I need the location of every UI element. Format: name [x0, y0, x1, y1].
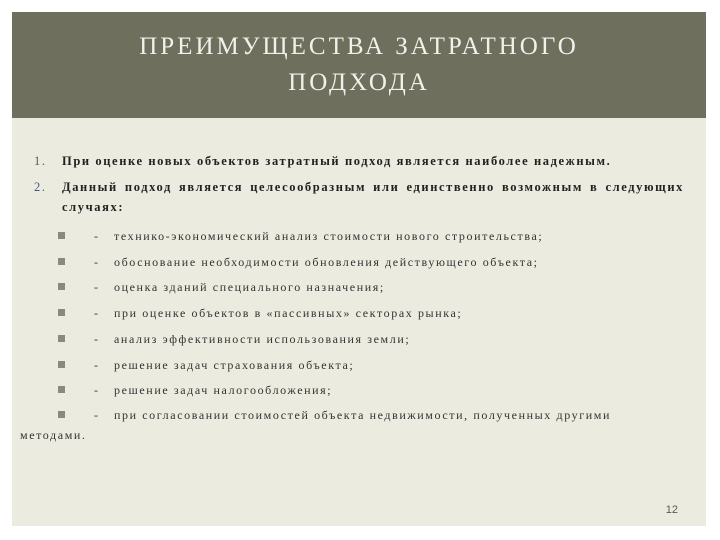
numbered-item-1 [34, 151, 684, 171]
numbered-item-2 [34, 177, 684, 217]
sub-item-dash: - [94, 280, 100, 294]
sub-item-text: при оценке объектов в «пассивных» секторах рынка; [114, 306, 463, 320]
sub-item-8 [20, 405, 690, 445]
sub-item-dash: - [94, 408, 100, 422]
square-bullet-icon [58, 361, 65, 368]
sub-item-4 [58, 303, 690, 323]
square-bullet-icon [58, 335, 65, 342]
sub-item-text-line-1: при согласовании стоимостей объекта недвижимости, полученных другими [114, 408, 612, 422]
sub-item-5 [58, 329, 690, 349]
sub-item-dash: - [94, 229, 100, 243]
slide-title: ПРЕИМУЩЕСТВА ЗАТРАТНОГО ПОДХОДА [139, 33, 579, 96]
sub-item-text: решение задач налогообложения; [114, 383, 333, 397]
item-text: Данный подход является целесообразным или единственно возможным в следующих случаях: [62, 180, 684, 214]
square-bullet-icon [58, 258, 65, 265]
title-bar [12, 12, 706, 118]
square-bullet-icon [58, 309, 65, 316]
sub-item-text: обоснование необходимости обновления действующего объекта; [114, 255, 539, 269]
square-bullet-icon [58, 386, 65, 393]
sub-item-text: технико-экономический анализ стоимости нового строительства; [114, 229, 544, 243]
square-bullet-icon [58, 411, 65, 418]
item-number: 1. [34, 154, 47, 168]
sub-item-7 [58, 380, 690, 400]
sub-item-text: оценка зданий специального назначения; [114, 280, 385, 294]
square-bullet-icon [58, 232, 65, 239]
sub-item-6 [58, 355, 690, 375]
sub-item-3 [58, 277, 690, 297]
slide [12, 12, 706, 526]
sub-item-1 [58, 226, 690, 246]
item-number: 2. [34, 180, 47, 194]
square-bullet-icon [58, 283, 65, 290]
sub-item-dash: - [94, 255, 100, 269]
sub-item-text: анализ эффективности использования земли; [114, 332, 411, 346]
sub-item-dash: - [94, 332, 100, 346]
page-number: 12 [665, 504, 678, 516]
sub-item-text: решение задач страхования объекта; [114, 358, 355, 372]
sub-item-2 [58, 252, 690, 272]
sub-item-dash: - [94, 383, 100, 397]
sub-item-dash: - [94, 306, 100, 320]
sub-item-text-line-2: методами. [20, 428, 87, 442]
item-text: При оценке новых объектов затратный подход является наиболее надежным. [62, 154, 612, 168]
sub-item-dash: - [94, 358, 100, 372]
